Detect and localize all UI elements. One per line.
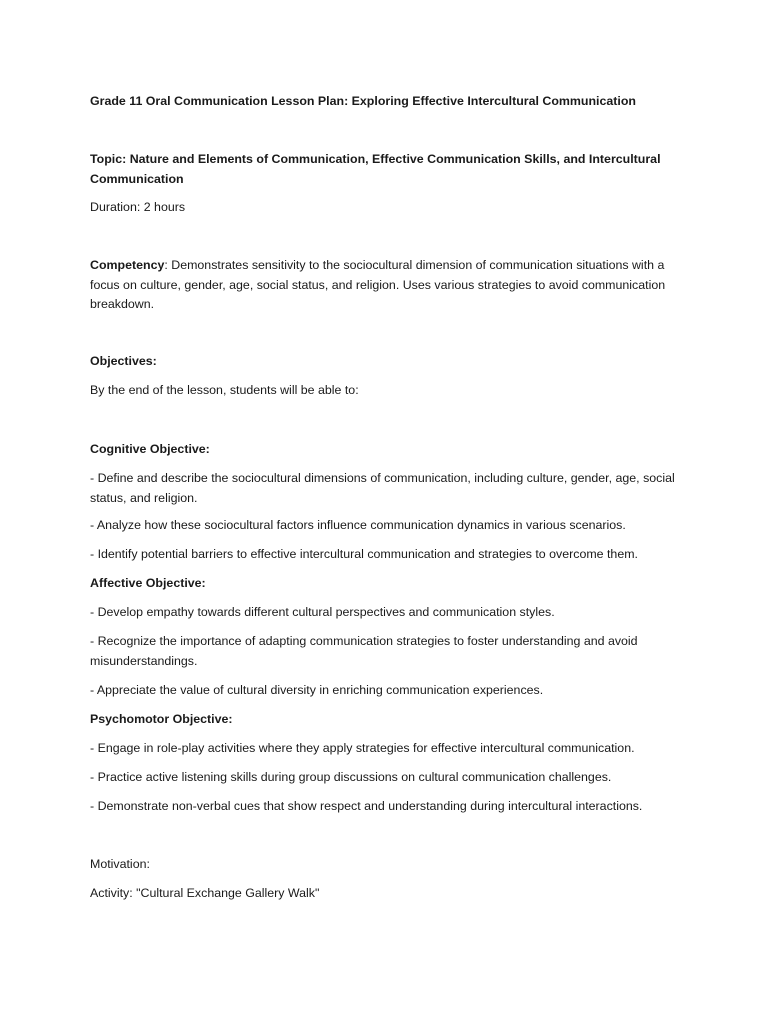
activity-line: Activity: "Cultural Exchange Gallery Walk" <box>90 886 320 900</box>
affective-heading: Affective Objective: <box>90 576 206 590</box>
topic-line: Topic: Nature and Elements of Communication, Effective Communication Skills, and Intercultural Communication <box>90 152 661 186</box>
affective-item: - Develop empathy towards different cultural perspectives and communication styles. <box>90 605 555 619</box>
objectives-heading: Objectives: <box>90 354 157 368</box>
motivation-heading: Motivation: <box>90 857 150 871</box>
psychomotor-heading: Psychomotor Objective: <box>90 712 233 726</box>
document-title: Grade 11 Oral Communication Lesson Plan: Exploring Effective Intercultural Communication <box>90 94 636 108</box>
cognitive-item: - Identify potential barriers to effective intercultural communication and strategies to overcome them. <box>90 547 638 561</box>
objectives-intro: By the end of the lesson, students will be able to: <box>90 383 359 397</box>
competency-paragraph <box>90 256 690 315</box>
psychomotor-item: - Practice active listening skills during group discussions on cultural communication challenges. <box>90 770 612 784</box>
cognitive-heading: Cognitive Objective: <box>90 442 210 456</box>
affective-item: - Appreciate the value of cultural diversity in enriching communication experiences. <box>90 683 544 697</box>
psychomotor-item: - Engage in role-play activities where they apply strategies for effective intercultural communication. <box>90 741 635 755</box>
competency-text: : Demonstrates sensitivity to the sociocultural dimension of communication situations with a focus on culture, gender, age, social status, and religion. Uses various strategies to avoid communication breakdown. <box>90 258 666 311</box>
cognitive-item: - Define and describe the sociocultural dimensions of communication, including culture, gender, age, social status, and religion. <box>90 471 675 505</box>
affective-item: - Recognize the importance of adapting communication strategies to foster understanding and avoid misunderstandings. <box>90 634 638 668</box>
cognitive-item: - Analyze how these sociocultural factors influence communication dynamics in various scenarios. <box>90 518 626 532</box>
duration-line: Duration: 2 hours <box>90 200 186 214</box>
psychomotor-item: - Demonstrate non-verbal cues that show respect and understanding during intercultural interactions. <box>90 799 643 813</box>
competency-label: Competency <box>90 258 165 272</box>
